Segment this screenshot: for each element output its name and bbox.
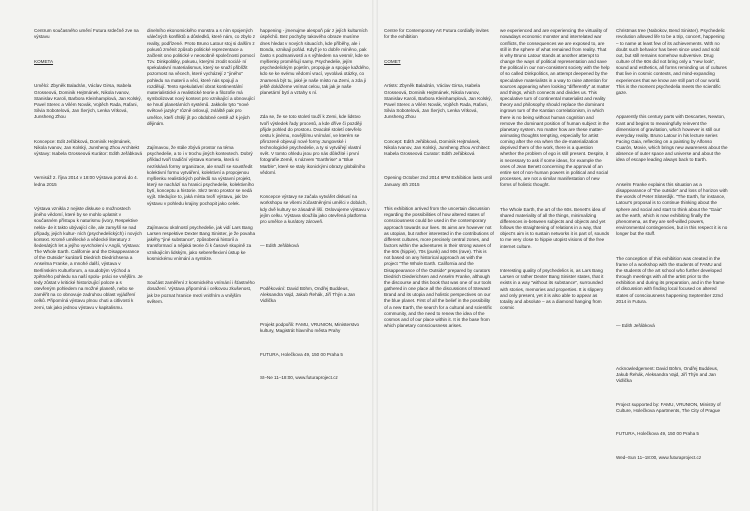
- body-text: Zajímavou okolností psychedelie, jak vidí Lars Bang Larsen respektive Dexter Bang Sinister, je že povaha jakéhy "jiné substance", způsobená historií a transformací a nějaká teorie či k časové skupině za vznikajícím lidským, jako sebereflexivní ústup ke kosmickému vnímání a syntéze.: [147, 225, 257, 261]
- artists-list: Umělci: Zbyněk Baladrán, Václav Girsa, Isabela Grosseová, Dominik Hejtmánek, Nikola Ivanov, Stanislav Karoli, Barbora Kleinhamplová, Jan Kolský, Pavel Sterec a Vilém Novák, Vojtěch Rada, Rafani, Silvia Sobotelová, Jan Šerých, Lenka Vítková, Junsheng Zhou: [34, 83, 144, 120]
- body-text: The Whole Earth, the art of the 60s. Benett's idea of shared materiality of all the things, minimalizing differences in-between subjects and objects and yet follows the straightening of relations in a way, that object's aim is to sustain networks it is part of, sounds to me very close to hippie utopist visions of the free internet culture.: [500, 206, 611, 249]
- exhibition-title: KOMETA: [34, 58, 54, 64]
- english-column-1: [384, 16, 494, 501]
- czech-column-2: [147, 16, 257, 501]
- english-column-2: [500, 16, 610, 501]
- concept-credits: Concept: Edith Jeřábková, Dominik Hejtmánek, Nikola Ivanov, Jan Kolský, Junsheng Zhou Architect: Isabela Grosseová Curator: Edith Jeřábková: [384, 138, 492, 156]
- credits-block: [616, 354, 728, 479]
- address: FUTURA, Holečkova 49, 150 00 Praha 5: [616, 431, 699, 437]
- supporters: Project supported by: FAMU, VRUNION, Ministry of Culture, Holečkova Apartments, The City of Prague: [616, 401, 722, 413]
- body-text: Anselm Franke explains this situation as a disappearance of "the outside" and loss of horizon with the words of Peter Sloterdijk. "The Earth, for instance, Latour's proposal is to continue thinking about the sphere and social and start to think about the "Gaia" as the earth, which is now exhibiting finally the phenomena, as they are self-willed powers, environmental contingencies, but in this respect it is no longer but the stuff.: [616, 181, 729, 237]
- czech-column-1: [34, 16, 144, 501]
- body-text: The conception of this exhibition was created in the frame of a workshop with the students of FAMU and the students of the art school who further developed through meetings with all the artist prior to the exhibition and during its preparation, and in the frame of discussion with finding local focused on altered states of consciousness happening September 22nd 2014 in Futura.: [616, 255, 726, 304]
- body-text: Interesting quality of psychedelics is, as Lars Bang Larsen or rather Dexter Bang Sinister states, that it exists in a way "without its substance", surrounded with stories, memories and properties. It is slippery and only present, yet it is also able to appear as totality and absolute – as a diamond hanging from cosmic: [500, 268, 605, 311]
- body-text: Výstava vznikla z nejiste diskuse o možnostech jiného vědomí, které by se mohlo uplatnit v současném přístupu k naturismu (ivory, Respektive nekla- de it takto ubývající cíle, ale zamyšlí se nad případy, jejich kultur- ních (psychedelických) i nových kontext. Kromě umělecké a vědecké literatury z šedesátých let a jejího vyvrcholení v Anglii, Výstava: The Whole Earth. Californie and the Disappearance of the Outside" kurátorů Diedrich Diedrichsena a Anselma Franke, a mnohé další, výstava v Berlínském Kulturforum, a soudobým Východ a zpětného pohledu na naší spolu- práci se vnějším. Je tedy zůstat v kritické historizující poloze a s otevřeným pohledem na možné planetě, nebo se zaměřit na co obnovuje zadruhou oblast vyjádření celků. Připomíná výstavu plnou chuti a citlivosti k zemi, tak jako jednou výstavu v kapitalismu.: [34, 206, 144, 310]
- signoff: — Edith Jeřábková: [616, 323, 655, 329]
- body-text: Zda se, že se toto století touží k Zemi, kde lidstvo tvoří výsledek řady procesů, a kde dříve či později přijde pohled do prostoru. Dvacáté století otevřelo cestu k jinému, novějšímu vnímání, ve kterém se přirozeně objevují nové formy Jungovské i technologické psychedelie, a ty si vytvářejí vlastní svět. V tomto ohledu jsou pro nás důležité i první fotografie Země, s názvem "Earthrise" a "Blue Marble", které se staly ikonickými obrazy globálního vědomí.: [260, 114, 367, 175]
- english-column-3: [616, 16, 728, 501]
- exhibition-dates: Vernisáž 2. října 2014 v 18:00 Výstava potrvá do 4. ledna 2015: [34, 175, 140, 187]
- invitation-intro: Centrum současného umění Futura srdečně zve na výstavu: [34, 28, 140, 40]
- body-text: Zajímavou, že stále zbývá prostor na téma psychedelie, a to i v trochu jiných kontextech. Dobrý příklad tvoří tradiční výstava Kometa, která si nezískává formy organizace, ale snaží se soustředit kolektivní formu vytváření, kolektivní a propojenou myšlenku realistických pohledů na výstavní projekt, který se nachází na hranici psychedelie, kolektivního bytí, konceptu a historie. Skrz tento prostor se nedá vyjít. Sledujíce to, jaká místa tvoří výstavu, jak lze výstavu v pohledu krajiny pochopit jako celek.: [147, 145, 256, 206]
- body-text: This exhibition arrived from the uncertain discussion regarding the possibilities of how altered states of consciousness could be used in the contemporary approach towards our lives. Its aims are however not as utopian, but rather interested in the contributions of different cultures, more precisely central zones, and factors within the adventures in their strong waves of the 60s (hippie), 70s (punk) and 90s (rave). This is not based on any historical approach as with the project "The Whole Earth. California and the Disappearance of the Outside" prepared by curators Diedrich Diederichsen and Anselm Franke, although the discourse and this book that was one of our tools gathered in one place all the discussions of Steward Brand and its utopia and holistic perspectives on our the blue planet. First of all the belief in the possibility of a new Earth, the search for a cultural and scientific community, and the need to renew the idea of the cosmos and of our place within it. It is the base from which planetary consciousness arises.: [384, 206, 496, 329]
- body-text: happening - jmenujme alespoň pár z jejích kulturních úspěchů. Bez pochyby takového obraze musíme dnes hledat v nových situacích, kde příběhy, ale i Bonda, vznikají pořád. Když je to dobře míněno, pak často s podmanivostí a s výhledem na vesmír, kde se myšlenky proměňují samy. Psychedelie, jejím psychedelickým pojetím, propojuje a spojuje každého, kdo se ke svému vědomí vrací, vyvolává otázky, co znamená být tu, jaké je naše místo na Zemi, a zda ji ještě dokážeme vnímat celou, tak jak je naše planetární bytí a vztahy s ní.: [260, 28, 372, 95]
- acknowledgement: Acknowledgement: David Böhm, Ondřej Buddeus, Jakub Řehák, Aleksandra Vajd, Jiří Thýn and Jan Vidlička: [616, 365, 720, 384]
- address: FUTURA, Holečkova 49, 150 00 Praha 5: [260, 351, 343, 357]
- concept-credits: Koncepce: Edit Jeřábková, Dominik Hejtmánek, Nikola Ivanov, Jan Kolský, Junsheng Zhou Architekt výstavy: Isabela Grosseová Kurátor: Edith Jeřábková: [34, 138, 143, 156]
- czech-page: [0, 0, 372, 511]
- opening-hours: Wed–Sun 11–18:00, www.futuraproject.cz: [616, 454, 702, 460]
- body-text: Christmas tree (Nabokov, Bend Sinister). Psychedelic revolution allowed life to be a trip, concert, happening – to name at least few of its achievements. With no doubt such behavior has been since used and sold out, but still remains somehow subversive. Drug culture of the 60s did not bring only a "new look", sound and esthetics, all forms reminding us of cultures that live in cosmic contexts, and mind-expanding experiences that we know are still part of our world. This is the moment psychedelia meets the scientific gaze.: [616, 28, 729, 95]
- opening-hours: St–Ne 11–18:00, www.futuraproject.cz: [260, 374, 338, 380]
- body-text: Koncepce výstavy se začala vytvářet diskusí na workshopu se všemi zúčastněnými umělci v dobách, kdy dvě kultury se zásadně liší. Oslovujeme výstavu v jejím celku. Výstava sloužila jako otevřená platforma pro umělce a kurátory zároveň.: [260, 194, 371, 224]
- credits-block: [260, 274, 370, 399]
- english-page: [378, 0, 750, 511]
- body-text: Apparently this century parts with Descartes, Newton, Kant and begins to meaningfully reinvent the dimensions of gravitation, which however is still our everyday reality. Bruno Latour in his lecture series Facing Gaia, reflecting on a painting by Alfonso Cuarón, Movie, which brings new awareness about the absence of outer space and universe and about the idea of escape leading always back to Earth.: [616, 114, 729, 163]
- exhibition-dates: Opening October 2nd 2014 6PM Exhibition lasts until January 4th 2015: [384, 175, 494, 187]
- invitation-intro: Centre for Contemporary Art Futura cordially invites for the exhibition: [384, 28, 490, 40]
- body-text: dinelního ekonomického monstra a s ním spojených válečných konfliktů a důsledků, které nám, co zbylo z reality, podřízené. Proto Bruno Latour stoj si dalším z pokusů změnit způsob politické reprezentace a začlenit ono politické v neosobně společnosti pomocí Tzv. Dinkpolitiky, pokusu, kterými zrodit sociál- ní spekulativní materialismus, který se snaží přiblížit pozornost na věcech, které vycházejí z "jiného" pohledu na materii a věci, které nás spojují a rozdělují. Tento spekulativní obrat kontinentální materialistické a realistické teorie a filozofie má symbolizovat nový kontext pro vznikající a obnovující se hnutí planetárních systémů. Jakkoliv tyto "nové světové jazyky" různě oslovují, zvláště pak pro umělce, kteří chtějí jít po obdobné cestě až k jejich dějinám.: [147, 28, 257, 126]
- artists-list: Artists: Zbyněk Baladrán, Václav Girsa, Isabela Grosseová, Dominik Hejtmánek, Nikola Ivanov, Stanislav Karoli, Barbora Kleinhamplová, Jan Kolský, Pavel Sterec a Vilém Novák, Vojtěch Rada, Rafani, Silvia Sobotelová, Jan Šerých, Lenka Vítková, Junsheng Zhou: [384, 83, 494, 120]
- supporters: Projekt podpořili: FAMU, VRUNION, Ministerstvo kultury, Magistrát hlavního města Prahy: [260, 321, 361, 334]
- signoff: — Edith Jeřábková: [260, 243, 299, 249]
- exhibition-title: COMET: [384, 58, 401, 64]
- body-text: Součást zaměření z kosmického vnímání i šťastného dosažení. Výstava připomíná i celkovou zkušenost, jak lze poznat hranice mezi vnitřním a vnějším světem.: [147, 280, 256, 304]
- czech-column-3: [260, 16, 370, 501]
- body-text: we experienced and are experiencing the virtuality of nowadays economic monster and interrelated war conflicts, the consequences we are exposed to, are still in the sphere of what remained from reality. That is why Bruno Latour stands at another attempt to change the ways of political representation and save the political in our non-consistent society with the help of so called Dinkpolitics, an attempt deepened by the speculative materialists in a way to raise attention for sources appearing when looking "differently" at matter and things, which connects and divides us. This speculative turn of continental materialist and reality theory and philosophy should replace the dominant ingrown turn of the Kantian correlationism, in which there is no being without human cognition and remove the dominant position of human subject in the planetary system. No matter how are these matter-animating thoughts tempting, especially for artist coming after the era when the de-materialization deprived them of the work, there is a question whether the problem of ego is still present. Despite, it is necessary to ask if some ideas, for example the ones of Jean Benett concerning the approval of an entire set of non-human powers in political and social processes, are not a similar manifestation of new forms of holistic thought.: [500, 28, 611, 188]
- acknowledgement: Poděkování: David Böhm, Ondřej Buddeus, Aleksandra Vajd, Jakub Řehák, Jiří Thýn a Jan Vidlička: [260, 286, 357, 304]
